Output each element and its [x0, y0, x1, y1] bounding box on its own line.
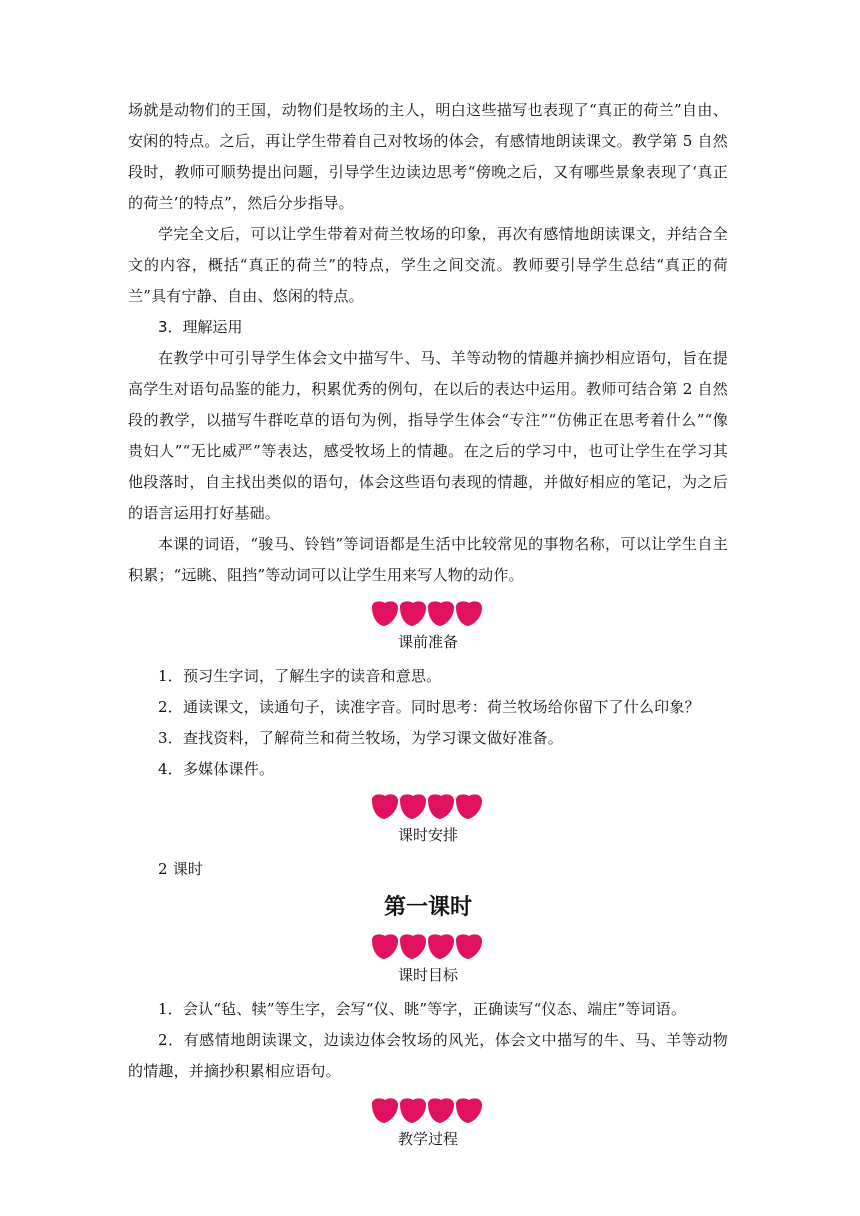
schedule-text: 2 课时: [158, 860, 204, 878]
paragraph: 场就是动物们的王国，动物们是牧场的主人，明白这些描写也表现了“真正的荷兰”自由、安闲的特点。之后，再让学生带着自己对牧场的体会，有感情地朗读课文。教学第 5 自然段时，教师可顺势提出问题，引导学生边读边思考“傍晚之后，又有哪些景象表现了‘真正的荷兰’的特点”，然后分步指导。: [128, 101, 728, 212]
petal-icon: [454, 792, 484, 820]
petals-icon: [372, 931, 484, 961]
lesson-title: 第一课时: [383, 895, 472, 920]
list-item: 1．预习生字词，了解生字的读音和意思。: [158, 667, 442, 685]
list-item: 2．通读课文，读通句子，读准字音。同时思考：荷兰牧场给你留下了什么印象？: [158, 698, 700, 716]
section-heading-process: 教学过程: [397, 1130, 458, 1148]
petal-icon: [398, 599, 428, 627]
petal-icon: [454, 599, 484, 627]
section-heading-schedule: 课时安排: [397, 826, 458, 844]
list-item: 3．查找资料，了解荷兰和荷兰牧场，为学习课文做好准备。: [158, 729, 563, 747]
petal-divider: [128, 1095, 728, 1128]
petal-icon: [370, 599, 400, 627]
petal-icon: [370, 792, 400, 820]
petal-icon: [398, 792, 428, 820]
petal-icon: [370, 932, 400, 960]
petal-icon: [426, 599, 456, 627]
subheading-understand-apply: 3．理解运用: [158, 318, 243, 336]
petals-icon: [372, 791, 484, 821]
petal-divider: [128, 931, 728, 964]
list-item: 1．会认“毡、犊”等生字，会写“仪、眺”等字，正确读写“仪态、端庄”等词语。: [158, 1000, 687, 1018]
petal-icon: [398, 932, 428, 960]
section-heading-goals: 课时目标: [397, 966, 458, 984]
list-item: 4．多媒体课件。: [158, 760, 275, 778]
petals-icon: [372, 598, 484, 628]
petal-divider: [128, 791, 728, 824]
petals-icon: [372, 1095, 484, 1125]
petal-divider: [128, 598, 728, 631]
petal-icon: [454, 932, 484, 960]
petal-icon: [398, 1096, 428, 1124]
petal-icon: [454, 1096, 484, 1124]
document-page: [128, 95, 728, 1158]
paragraph: 学完全文后，可以让学生带着对荷兰牧场的印象，再次有感情地朗读课文，并结合全文的内容，概括“真正的荷兰”的特点，学生之间交流。教师要引导学生总结“真正的荷兰”具有宁静、自由、悠闲的特点。: [128, 225, 728, 305]
petal-icon: [370, 1096, 400, 1124]
paragraph: 在教学中可引导学生体会文中描写牛、马、羊等动物的情趣并摘抄相应语句，旨在提高学生对语句品鉴的能力，积累优秀的例句，在以后的表达中运用。教师可结合第 2 自然段的教学，以描写牛群吃草的语句为例，指导学生体会“专注”“仿佛正在思考着什么”“像贵妇人”“无比威严”等表达，感受牧场上的情趣。在之后的学习中，也可让学生在学习其他段落时，自主找出类似的语句，体会这些语句表现的情趣，并做好相应的笔记，为之后的语言运用打好基础。: [128, 349, 728, 522]
petal-icon: [426, 792, 456, 820]
petal-icon: [426, 932, 456, 960]
section-heading-prep: 课前准备: [397, 633, 458, 651]
paragraph: 本课的词语，“骏马、铃铛”等词语都是生活中比较常见的事物名称，可以让学生自主积累；“远眺、阻挡”等动词可以让学生用来写人物的动作。: [128, 535, 728, 584]
petal-icon: [426, 1096, 456, 1124]
list-item: 2．有感情地朗读课文，边读边体会牧场的风光，体会文中描写的牛、马、羊等动物的情趣，并摘抄积累相应语句。: [128, 1031, 728, 1080]
